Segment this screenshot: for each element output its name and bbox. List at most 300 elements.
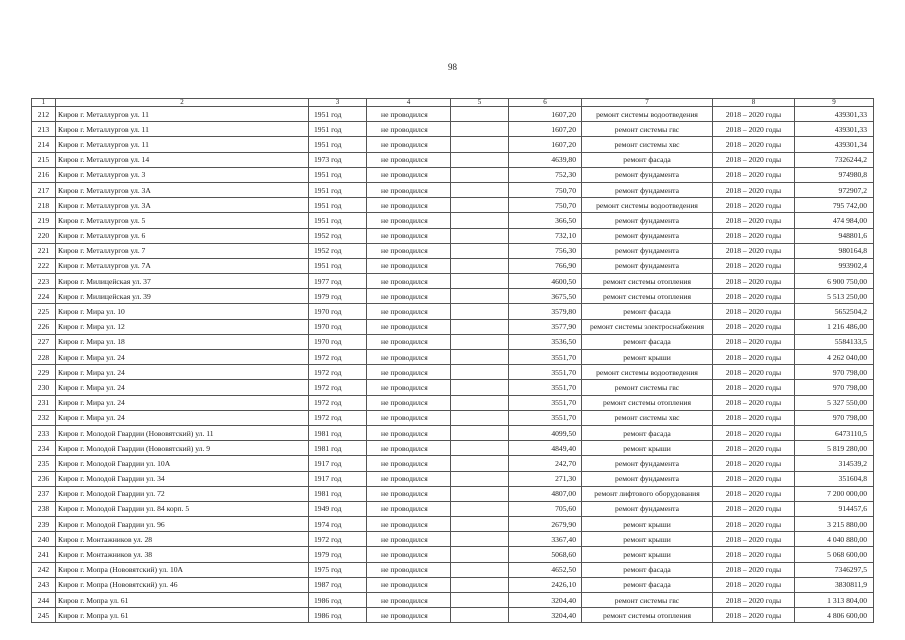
empty-cell (451, 486, 509, 501)
table-row (32, 258, 874, 273)
build-year-cell: 1970 год (309, 304, 367, 319)
area-cell: 766,90 (509, 258, 582, 273)
build-year-cell: 1979 год (309, 289, 367, 304)
empty-cell (451, 137, 509, 152)
period-cell: 2018 – 2020 годы (713, 425, 795, 440)
row-number-cell: 232 (32, 410, 56, 425)
work-type-cell: ремонт системы гвс (582, 122, 713, 137)
address-cell: Киров г. Молодой Гвардии ул. 34 (56, 471, 309, 486)
empty-cell (451, 532, 509, 547)
cost-cell: 993902,4 (795, 258, 874, 273)
cost-cell: 474 984,00 (795, 213, 874, 228)
table-row (32, 517, 874, 532)
empty-cell (451, 365, 509, 380)
period-cell: 2018 – 2020 годы (713, 228, 795, 243)
address-cell: Киров г. Молодой Гвардии (Нововятский) ул. 11 (56, 425, 309, 440)
build-year-cell: 1951 год (309, 213, 367, 228)
work-type-cell: ремонт фундамента (582, 243, 713, 258)
table-row (32, 501, 874, 516)
build-year-cell: 1951 год (309, 182, 367, 197)
address-cell: Киров г. Молодой Гвардии ул. 10А (56, 456, 309, 471)
last-repair-cell: не проводился (367, 107, 451, 122)
build-year-cell: 1972 год (309, 350, 367, 365)
build-year-cell: 1975 год (309, 562, 367, 577)
work-type-cell: ремонт системы хвс (582, 137, 713, 152)
empty-cell (451, 395, 509, 410)
last-repair-cell: не проводился (367, 395, 451, 410)
address-cell: Киров г. Металлургов ул. 7 (56, 243, 309, 258)
table-row (32, 289, 874, 304)
cost-cell: 5 068 600,00 (795, 547, 874, 562)
row-number-cell: 236 (32, 471, 56, 486)
table-row (32, 274, 874, 289)
address-cell: Киров г. Металлургов ул. 3А (56, 198, 309, 213)
cost-cell: 4 806 600,00 (795, 608, 874, 623)
row-number-cell: 240 (32, 532, 56, 547)
cost-cell: 5584133,5 (795, 334, 874, 349)
period-cell: 2018 – 2020 годы (713, 274, 795, 289)
row-number-cell: 228 (32, 350, 56, 365)
period-cell: 2018 – 2020 годы (713, 501, 795, 516)
period-cell: 2018 – 2020 годы (713, 107, 795, 122)
column-number-header: 5 (451, 99, 509, 107)
last-repair-cell: не проводился (367, 517, 451, 532)
empty-cell (451, 608, 509, 623)
last-repair-cell: не проводился (367, 122, 451, 137)
column-number-header: 3 (309, 99, 367, 107)
cost-cell: 351604,8 (795, 471, 874, 486)
period-cell: 2018 – 2020 годы (713, 380, 795, 395)
table-row (32, 107, 874, 122)
build-year-cell: 1970 год (309, 319, 367, 334)
row-number-cell: 243 (32, 577, 56, 592)
cost-cell: 970 798,00 (795, 410, 874, 425)
area-cell: 3551,70 (509, 395, 582, 410)
cost-cell: 7 200 000,00 (795, 486, 874, 501)
period-cell: 2018 – 2020 годы (713, 198, 795, 213)
table-row (32, 532, 874, 547)
row-number-cell: 237 (32, 486, 56, 501)
last-repair-cell: не проводился (367, 258, 451, 273)
work-type-cell: ремонт системы гвс (582, 593, 713, 608)
table-row (32, 456, 874, 471)
address-cell: Киров г. Металлургов ул. 5 (56, 213, 309, 228)
last-repair-cell: не проводился (367, 152, 451, 167)
cost-cell: 1 216 486,00 (795, 319, 874, 334)
work-type-cell: ремонт системы отопления (582, 274, 713, 289)
area-cell: 3577,90 (509, 319, 582, 334)
work-type-cell: ремонт системы электроснабжения (582, 319, 713, 334)
table-row (32, 350, 874, 365)
build-year-cell: 1981 год (309, 425, 367, 440)
empty-cell (451, 562, 509, 577)
period-cell: 2018 – 2020 годы (713, 334, 795, 349)
address-cell: Киров г. Металлургов ул. 3 (56, 167, 309, 182)
cost-cell: 5 513 250,00 (795, 289, 874, 304)
empty-cell (451, 167, 509, 182)
area-cell: 4849,40 (509, 441, 582, 456)
row-number-cell: 238 (32, 501, 56, 516)
build-year-cell: 1972 год (309, 365, 367, 380)
row-number-cell: 224 (32, 289, 56, 304)
address-cell: Киров г. Мопра (Нововятский) ул. 10А (56, 562, 309, 577)
period-cell: 2018 – 2020 годы (713, 577, 795, 592)
work-type-cell: ремонт крыши (582, 441, 713, 456)
period-cell: 2018 – 2020 годы (713, 213, 795, 228)
row-number-cell: 218 (32, 198, 56, 213)
work-type-cell: ремонт фундамента (582, 213, 713, 228)
area-cell: 732,10 (509, 228, 582, 243)
cost-cell: 6473110,5 (795, 425, 874, 440)
empty-cell (451, 334, 509, 349)
last-repair-cell: не проводился (367, 228, 451, 243)
period-cell: 2018 – 2020 годы (713, 517, 795, 532)
table-row (32, 380, 874, 395)
area-cell: 752,30 (509, 167, 582, 182)
cost-cell: 5 327 550,00 (795, 395, 874, 410)
address-cell: Киров г. Молодой Гвардии ул. 96 (56, 517, 309, 532)
cost-cell: 980164,8 (795, 243, 874, 258)
address-cell: Киров г. Металлургов ул. 11 (56, 122, 309, 137)
table-row (32, 122, 874, 137)
build-year-cell: 1987 год (309, 577, 367, 592)
empty-cell (451, 258, 509, 273)
work-type-cell: ремонт фундамента (582, 258, 713, 273)
table-row (32, 471, 874, 486)
period-cell: 2018 – 2020 годы (713, 441, 795, 456)
table-row (32, 319, 874, 334)
build-year-cell: 1949 год (309, 501, 367, 516)
empty-cell (451, 274, 509, 289)
area-cell: 3367,40 (509, 532, 582, 547)
period-cell: 2018 – 2020 годы (713, 608, 795, 623)
table-row (32, 243, 874, 258)
cost-cell: 6 900 750,00 (795, 274, 874, 289)
period-cell: 2018 – 2020 годы (713, 547, 795, 562)
row-number-cell: 220 (32, 228, 56, 243)
work-type-cell: ремонт лифтового оборудования (582, 486, 713, 501)
column-number-header: 9 (795, 99, 874, 107)
last-repair-cell: не проводился (367, 562, 451, 577)
table-row (32, 410, 874, 425)
build-year-cell: 1951 год (309, 122, 367, 137)
table-row (32, 608, 874, 623)
last-repair-cell: не проводился (367, 471, 451, 486)
build-year-cell: 1972 год (309, 410, 367, 425)
table-body (32, 99, 874, 623)
empty-cell (451, 380, 509, 395)
cost-cell: 948801,6 (795, 228, 874, 243)
cost-cell: 4 040 880,00 (795, 532, 874, 547)
work-type-cell: ремонт системы отопления (582, 289, 713, 304)
row-number-cell: 219 (32, 213, 56, 228)
build-year-cell: 1974 год (309, 517, 367, 532)
period-cell: 2018 – 2020 годы (713, 137, 795, 152)
period-cell: 2018 – 2020 годы (713, 486, 795, 501)
empty-cell (451, 304, 509, 319)
build-year-cell: 1951 год (309, 258, 367, 273)
row-number-cell: 235 (32, 456, 56, 471)
cost-cell: 439301,33 (795, 122, 874, 137)
row-number-cell: 244 (32, 593, 56, 608)
period-cell: 2018 – 2020 годы (713, 152, 795, 167)
empty-cell (451, 243, 509, 258)
period-cell: 2018 – 2020 годы (713, 456, 795, 471)
table-row (32, 137, 874, 152)
build-year-cell: 1951 год (309, 137, 367, 152)
area-cell: 4807,00 (509, 486, 582, 501)
work-type-cell: ремонт фасада (582, 152, 713, 167)
cost-cell: 914457,6 (795, 501, 874, 516)
last-repair-cell: не проводился (367, 350, 451, 365)
repair-registry-table (31, 98, 874, 623)
address-cell: Киров г. Милицейская ул. 37 (56, 274, 309, 289)
address-cell: Киров г. Мопра (Нововятский) ул. 46 (56, 577, 309, 592)
column-number-header: 8 (713, 99, 795, 107)
last-repair-cell: не проводился (367, 213, 451, 228)
last-repair-cell: не проводился (367, 365, 451, 380)
period-cell: 2018 – 2020 годы (713, 258, 795, 273)
address-cell: Киров г. Мопра ул. 61 (56, 593, 309, 608)
area-cell: 4652,50 (509, 562, 582, 577)
area-cell: 3204,40 (509, 593, 582, 608)
empty-cell (451, 122, 509, 137)
last-repair-cell: не проводился (367, 456, 451, 471)
area-cell: 3579,80 (509, 304, 582, 319)
period-cell: 2018 – 2020 годы (713, 593, 795, 608)
address-cell: Киров г. Молодой Гвардии ул. 84 корп. 5 (56, 501, 309, 516)
row-number-cell: 223 (32, 274, 56, 289)
cost-cell: 974980,8 (795, 167, 874, 182)
area-cell: 750,70 (509, 198, 582, 213)
row-number-cell: 227 (32, 334, 56, 349)
address-cell: Киров г. Мира ул. 24 (56, 365, 309, 380)
last-repair-cell: не проводился (367, 547, 451, 562)
build-year-cell: 1970 год (309, 334, 367, 349)
empty-cell (451, 410, 509, 425)
cost-cell: 439301,33 (795, 107, 874, 122)
row-number-cell: 226 (32, 319, 56, 334)
empty-cell (451, 350, 509, 365)
period-cell: 2018 – 2020 годы (713, 410, 795, 425)
table-row (32, 562, 874, 577)
work-type-cell: ремонт системы водоотведения (582, 107, 713, 122)
area-cell: 1607,20 (509, 137, 582, 152)
build-year-cell: 1917 год (309, 456, 367, 471)
row-number-cell: 231 (32, 395, 56, 410)
work-type-cell: ремонт фундамента (582, 228, 713, 243)
cost-cell: 7346297,5 (795, 562, 874, 577)
work-type-cell: ремонт системы отопления (582, 608, 713, 623)
table-row (32, 441, 874, 456)
work-type-cell: ремонт фасада (582, 562, 713, 577)
row-number-cell: 229 (32, 365, 56, 380)
last-repair-cell: не проводился (367, 182, 451, 197)
build-year-cell: 1979 год (309, 547, 367, 562)
table-row (32, 395, 874, 410)
period-cell: 2018 – 2020 годы (713, 365, 795, 380)
address-cell: Киров г. Мира ул. 18 (56, 334, 309, 349)
empty-cell (451, 577, 509, 592)
area-cell: 756,30 (509, 243, 582, 258)
area-cell: 3551,70 (509, 350, 582, 365)
table-row (32, 486, 874, 501)
area-cell: 750,70 (509, 182, 582, 197)
build-year-cell: 1981 год (309, 441, 367, 456)
address-cell: Киров г. Металлургов ул. 3А (56, 182, 309, 197)
address-cell: Киров г. Металлургов ул. 11 (56, 137, 309, 152)
row-number-cell: 233 (32, 425, 56, 440)
row-number-cell: 221 (32, 243, 56, 258)
work-type-cell: ремонт крыши (582, 517, 713, 532)
last-repair-cell: не проводился (367, 441, 451, 456)
row-number-cell: 245 (32, 608, 56, 623)
cost-cell: 970 798,00 (795, 380, 874, 395)
row-number-cell: 213 (32, 122, 56, 137)
period-cell: 2018 – 2020 годы (713, 167, 795, 182)
area-cell: 366,50 (509, 213, 582, 228)
cost-cell: 3 215 880,00 (795, 517, 874, 532)
period-cell: 2018 – 2020 годы (713, 122, 795, 137)
address-cell: Киров г. Мира ул. 24 (56, 350, 309, 365)
row-number-cell: 225 (32, 304, 56, 319)
work-type-cell: ремонт крыши (582, 350, 713, 365)
table-row (32, 213, 874, 228)
area-cell: 271,30 (509, 471, 582, 486)
cost-cell: 970 798,00 (795, 365, 874, 380)
work-type-cell: ремонт крыши (582, 547, 713, 562)
table-row (32, 228, 874, 243)
empty-cell (451, 547, 509, 562)
area-cell: 4099,50 (509, 425, 582, 440)
address-cell: Киров г. Мира ул. 24 (56, 395, 309, 410)
cost-cell: 7326244,2 (795, 152, 874, 167)
period-cell: 2018 – 2020 годы (713, 395, 795, 410)
cost-cell: 795 742,00 (795, 198, 874, 213)
cost-cell: 1 313 804,00 (795, 593, 874, 608)
empty-cell (451, 152, 509, 167)
empty-cell (451, 593, 509, 608)
empty-cell (451, 319, 509, 334)
row-number-cell: 215 (32, 152, 56, 167)
empty-cell (451, 228, 509, 243)
empty-cell (451, 425, 509, 440)
table-row (32, 365, 874, 380)
cost-cell: 5 819 280,00 (795, 441, 874, 456)
address-cell: Киров г. Металлургов ул. 14 (56, 152, 309, 167)
build-year-cell: 1951 год (309, 167, 367, 182)
area-cell: 4639,80 (509, 152, 582, 167)
period-cell: 2018 – 2020 годы (713, 562, 795, 577)
last-repair-cell: не проводился (367, 501, 451, 516)
area-cell: 3675,50 (509, 289, 582, 304)
last-repair-cell: не проводился (367, 608, 451, 623)
last-repair-cell: не проводился (367, 167, 451, 182)
period-cell: 2018 – 2020 годы (713, 471, 795, 486)
address-cell: Киров г. Металлургов ул. 11 (56, 107, 309, 122)
build-year-cell: 1986 год (309, 593, 367, 608)
row-number-cell: 230 (32, 380, 56, 395)
cost-cell: 4 262 040,00 (795, 350, 874, 365)
row-number-cell: 212 (32, 107, 56, 122)
address-cell: Киров г. Мира ул. 24 (56, 380, 309, 395)
period-cell: 2018 – 2020 годы (713, 350, 795, 365)
work-type-cell: ремонт фасада (582, 334, 713, 349)
work-type-cell: ремонт фундамента (582, 167, 713, 182)
table-row (32, 152, 874, 167)
row-number-cell: 214 (32, 137, 56, 152)
row-number-cell: 239 (32, 517, 56, 532)
cost-cell: 972907,2 (795, 182, 874, 197)
table-row (32, 167, 874, 182)
cost-cell: 3830811,9 (795, 577, 874, 592)
last-repair-cell: не проводился (367, 410, 451, 425)
last-repair-cell: не проводился (367, 319, 451, 334)
area-cell: 5068,60 (509, 547, 582, 562)
area-cell: 3536,50 (509, 334, 582, 349)
build-year-cell: 1981 год (309, 486, 367, 501)
table-row (32, 593, 874, 608)
work-type-cell: ремонт системы хвс (582, 410, 713, 425)
table-row (32, 198, 874, 213)
address-cell: Киров г. Мира ул. 10 (56, 304, 309, 319)
period-cell: 2018 – 2020 годы (713, 289, 795, 304)
row-number-cell: 234 (32, 441, 56, 456)
address-cell: Киров г. Металлургов ул. 7А (56, 258, 309, 273)
area-cell: 3551,70 (509, 380, 582, 395)
row-number-cell: 217 (32, 182, 56, 197)
page-number: 98 (448, 62, 457, 72)
last-repair-cell: не проводился (367, 198, 451, 213)
work-type-cell: ремонт системы водоотведения (582, 365, 713, 380)
build-year-cell: 1952 год (309, 228, 367, 243)
last-repair-cell: не проводился (367, 289, 451, 304)
area-cell: 1607,20 (509, 107, 582, 122)
build-year-cell: 1972 год (309, 380, 367, 395)
column-number-header: 1 (32, 99, 56, 107)
last-repair-cell: не проводился (367, 243, 451, 258)
column-number-header-row (32, 99, 874, 107)
area-cell: 705,60 (509, 501, 582, 516)
table-row (32, 304, 874, 319)
last-repair-cell: не проводился (367, 486, 451, 501)
column-number-header: 2 (56, 99, 309, 107)
work-type-cell: ремонт фасада (582, 304, 713, 319)
build-year-cell: 1977 год (309, 274, 367, 289)
column-number-header: 7 (582, 99, 713, 107)
address-cell: Киров г. Металлургов ул. 6 (56, 228, 309, 243)
column-number-header: 6 (509, 99, 582, 107)
last-repair-cell: не проводился (367, 593, 451, 608)
work-type-cell: ремонт фасада (582, 577, 713, 592)
row-number-cell: 216 (32, 167, 56, 182)
empty-cell (451, 501, 509, 516)
cost-cell: 439301,34 (795, 137, 874, 152)
period-cell: 2018 – 2020 годы (713, 532, 795, 547)
address-cell: Киров г. Мира ул. 24 (56, 410, 309, 425)
build-year-cell: 1951 год (309, 107, 367, 122)
build-year-cell: 1972 год (309, 395, 367, 410)
last-repair-cell: не проводился (367, 304, 451, 319)
cost-cell: 5652504,2 (795, 304, 874, 319)
last-repair-cell: не проводился (367, 577, 451, 592)
last-repair-cell: не проводился (367, 425, 451, 440)
table-row (32, 577, 874, 592)
work-type-cell: ремонт системы отопления (582, 395, 713, 410)
work-type-cell: ремонт фундамента (582, 471, 713, 486)
address-cell: Киров г. Монтажников ул. 38 (56, 547, 309, 562)
empty-cell (451, 471, 509, 486)
